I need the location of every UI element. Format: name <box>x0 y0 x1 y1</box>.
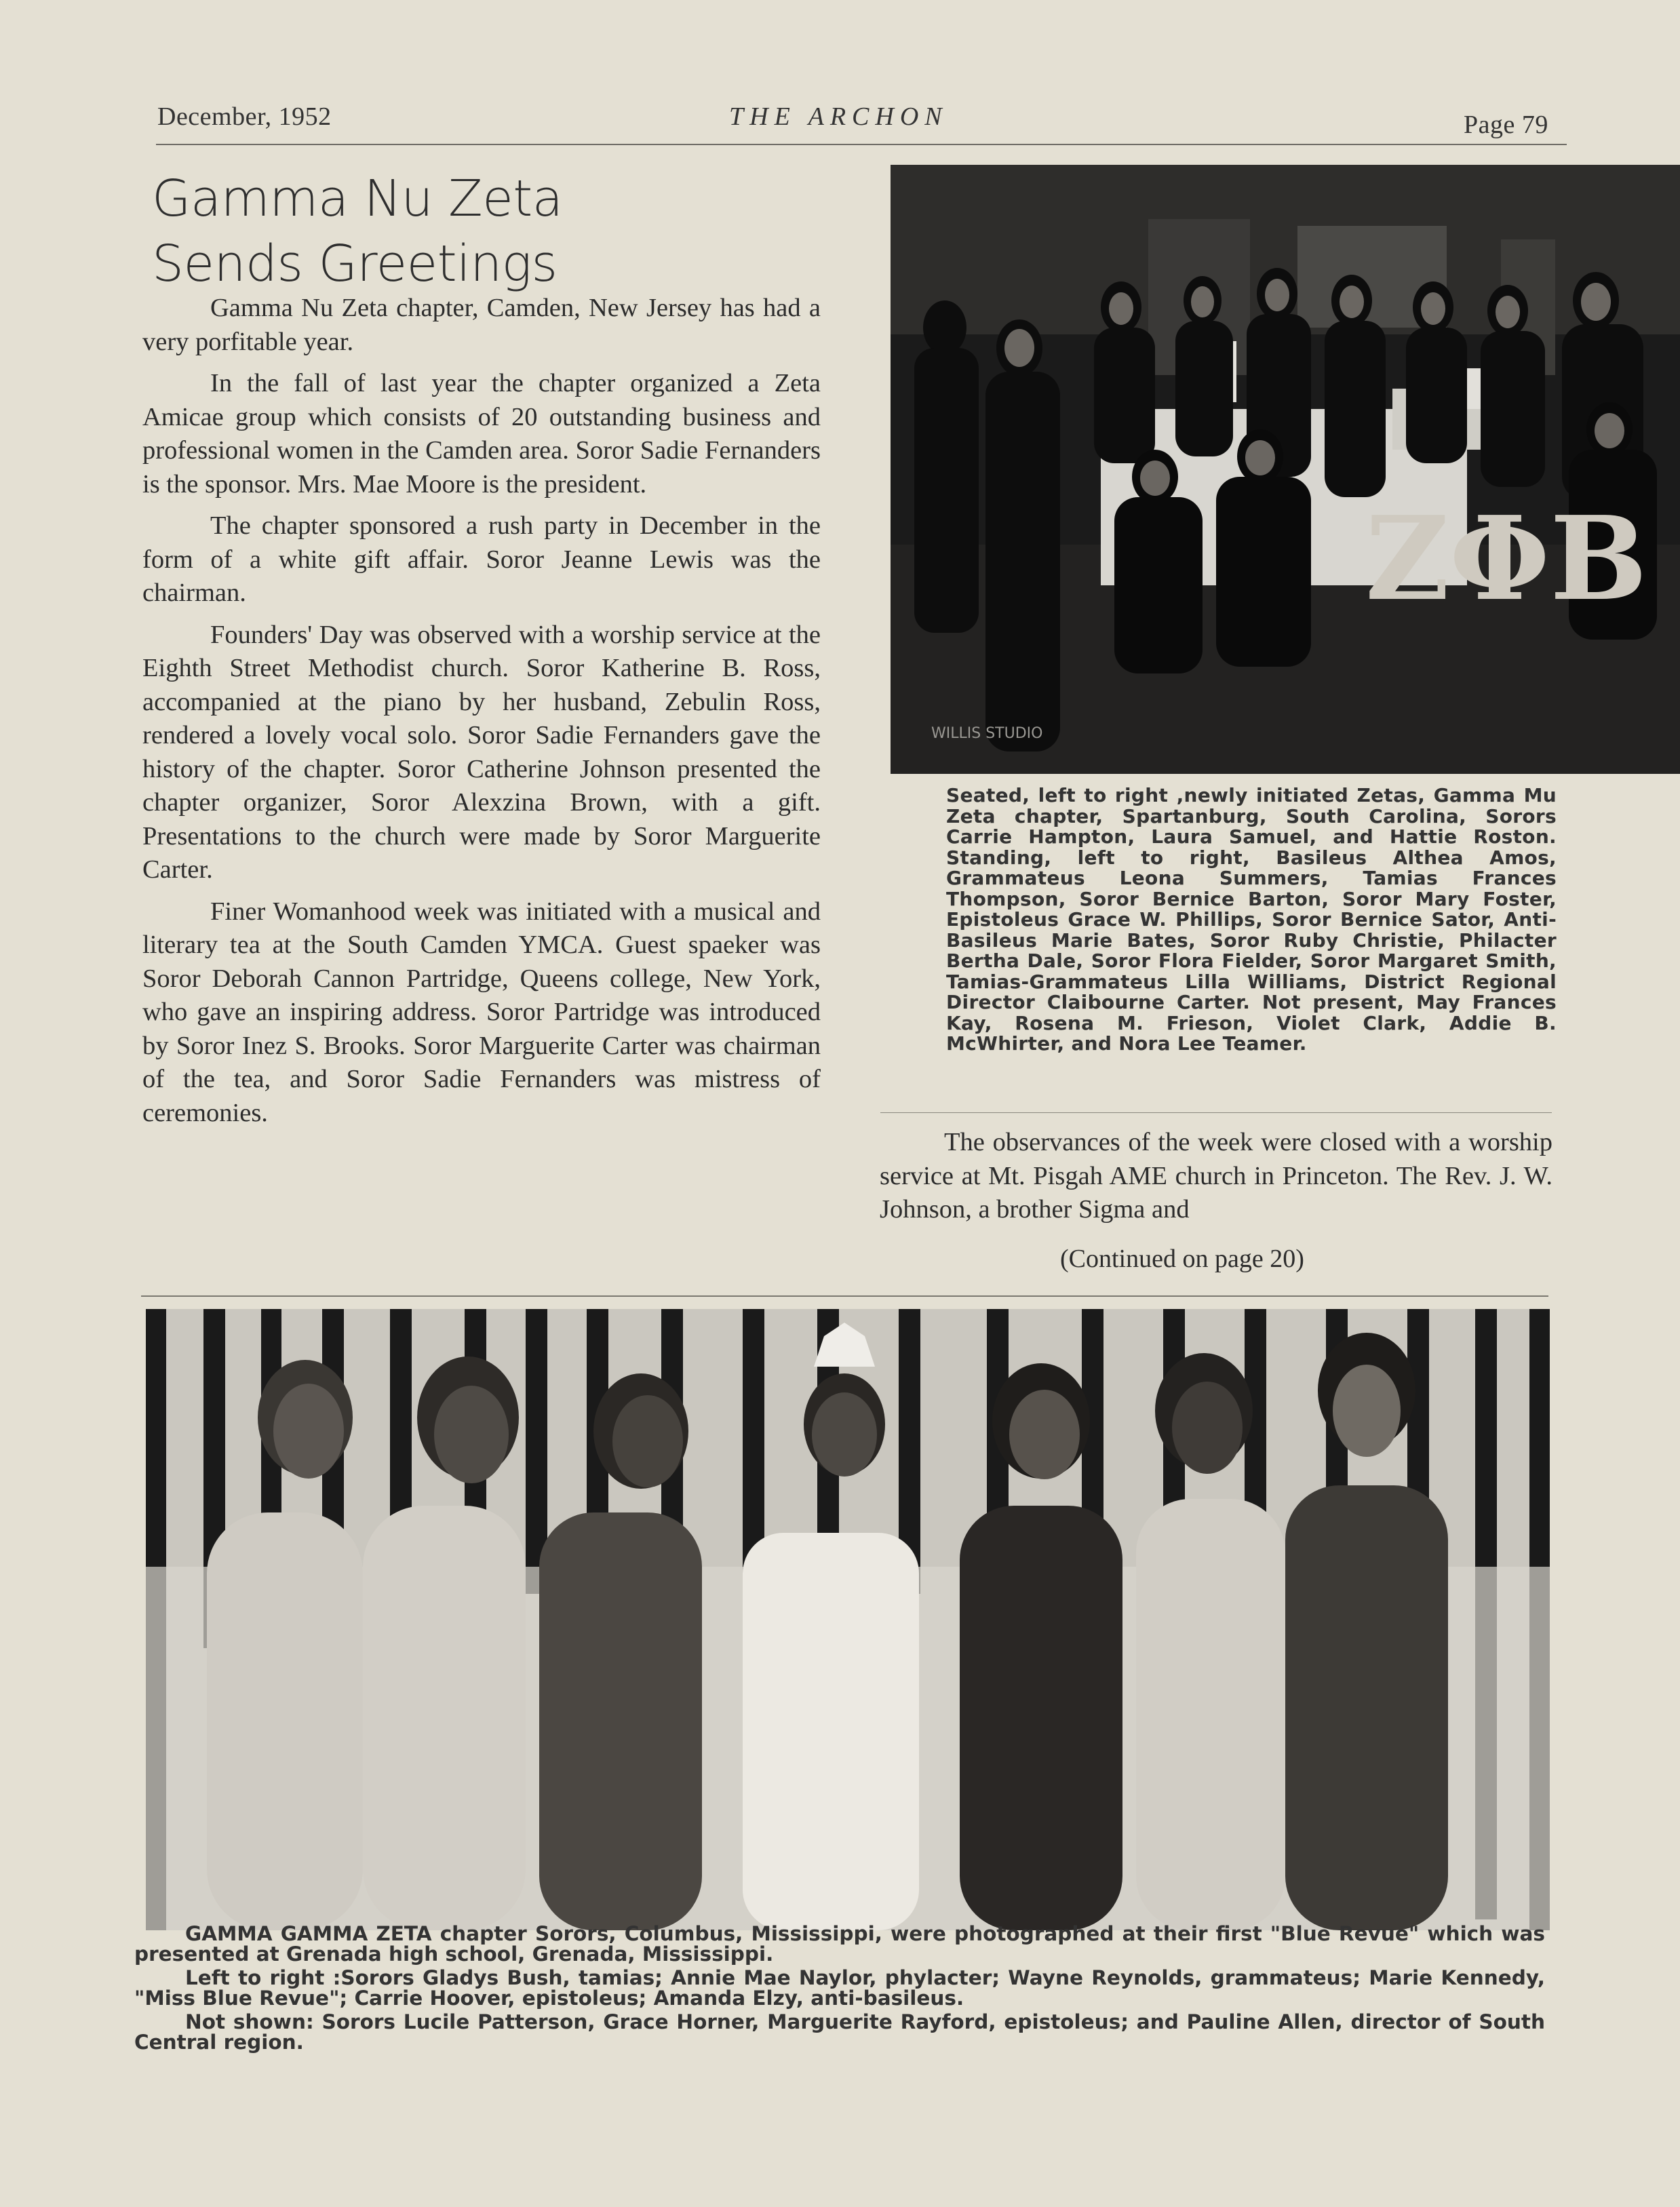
article-paragraph: Founders' Day was observed with a worship service at the Eighth Street Methodist church. Soror Katherine B. Ross, accompanied at the piano by her husband, Zebulin Ross, rendered a lovely vocal solo. Soror Sadie Fernanders gave the history of the chapter. Soror Catherine Johnson presented the chapter organizer, Soror Alexzina Brown, with a gift. Presentations to the church were made by Soror Marguerite Carter. <box>142 620 821 884</box>
initiation-photo-illustration <box>891 165 1680 774</box>
issue-date: December, 1952 <box>157 102 332 131</box>
zeta-phi-beta-letters: ZΦB <box>1365 491 1647 627</box>
studio-stamp: WILLIS STUDIO <box>931 725 1043 742</box>
headline-line-2: Sends Greetings <box>152 235 558 293</box>
header-rule <box>156 144 1567 145</box>
article-paragraph: In the fall of last year the chapter organized a Zeta Amicae group which consists of 20 outstanding business and professional women in the Camden area. Soror Sadie Fernanders is the sponsor. Mrs. Mae Moore is the president. <box>142 369 821 499</box>
continuation-paragraph: The observances of the week were closed with a worship service at Mt. Pisgah AME church in Princeton. The Rev. J. W. Johnson, a brother Sigma and <box>880 1128 1552 1224</box>
caption-divider <box>880 1112 1552 1113</box>
article-continuation <box>880 1126 1552 1227</box>
initiation-photo-caption: Seated, left to right ,newly initiated Zetas, Gamma Mu Zeta chapter, Spartanburg, South Carolina, Sorors Carrie Hampton, Laura Samuel, and Hattie Roston. Standing, left to right, Basileus Althea Amos, Grammateus Leona Summers, Tamias Frances Thompson, Soror Bernice Barton, Soror Mary Foster, Epistoleus Grace W. Phillips, Soror Bernice Sator, Anti-Basileus Marie Bates, Soror Ruby Christie, Philacter Bertha Dale, Soror Flora Fielder, Soror Margaret Smith, Tamias-Grammateus Lilla Williams, District Regional Director Claibourne Carter. Not present, May Frances Kay, Rosena M. Frieson, Violet Clark, Addie B. McWhirter, and Nora Lee Teamer. <box>946 784 1557 1055</box>
caption-paragraph: Left to right :Sorors Gladys Bush, tamias; Annie Mae Naylor, phylacter; Wayne Reynolds, grammateus; Marie Kennedy, "Miss Blue Revue"; Carrie Hoover, epistoleus; Amanda Elzy, anti-basileus. <box>134 1966 1545 2010</box>
article-paragraph: Gamma Nu Zeta chapter, Camden, New Jersey has had a very porfitable year. <box>142 294 821 356</box>
group-photo-illustration <box>146 1309 1550 1930</box>
blue-revue-group-photo <box>146 1309 1550 1930</box>
section-divider <box>141 1295 1548 1297</box>
group-photo-caption <box>134 1923 1545 2056</box>
caption-paragraph: GAMMA GAMMA ZETA chapter Sorors, Columbus, Mississippi, were photographed at their first "Blue Revue" which was presented at Grenada high school, Grenada, Mississippi. <box>134 1922 1545 1966</box>
chapter-initiation-photo <box>891 165 1680 774</box>
article-headline <box>152 166 830 296</box>
page-number: Page 79 <box>1464 111 1548 139</box>
magazine-title: THE ARCHON <box>729 102 948 131</box>
headline-line-1: Gamma Nu Zeta <box>152 170 563 228</box>
article-paragraph: The chapter sponsored a rush party in December in the form of a white gift affair. Soror Jeanne Lewis was the chairman. <box>142 511 821 607</box>
article-paragraph: Finer Womanhood week was initiated with a musical and literary tea at the South Camden YMCA. Guest spaeker was Soror Deborah Cannon Partridge, Queens college, New York, who gave an inspiring address. Soror Partridge was introduced by Soror Inez S. Brooks. Soror Marguerite Carter was chairman of the tea, and Soror Sadie Fernanders was mistress of ceremonies. <box>142 897 821 1127</box>
article-body <box>142 292 821 1138</box>
continued-note: (Continued on page 20) <box>1060 1245 1304 1273</box>
caption-paragraph: Not shown: Sorors Lucile Patterson, Grace Horner, Marguerite Rayford, epistoleus; and Pauline Allen, director of South Central region. <box>134 2010 1545 2054</box>
